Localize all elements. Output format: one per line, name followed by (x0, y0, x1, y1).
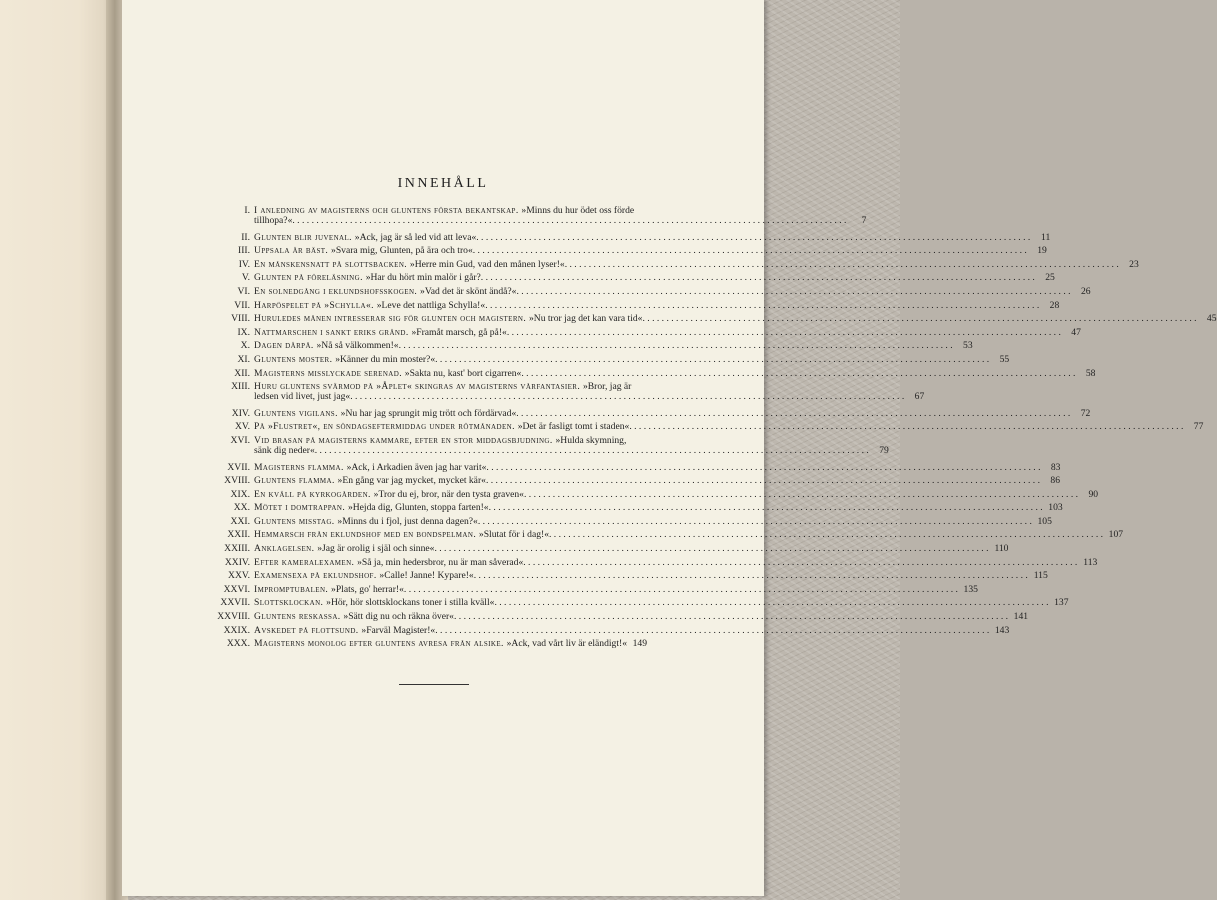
toc-number: XII. (234, 367, 250, 379)
toc-page-number: 25 (1045, 272, 1055, 284)
toc-body (254, 382, 924, 401)
dot-leader (315, 446, 869, 456)
toc-body (254, 328, 1081, 338)
toc-quote: »Nu har jag sprungit mig trött och fördärvad« (340, 407, 517, 419)
toc-heading: Hemmarsch från eklundshof med en bondspelman. (254, 529, 479, 541)
toc-entry (212, 245, 1047, 260)
dot-leader (516, 287, 1070, 297)
toc-body (254, 301, 1059, 311)
toc-quote: »Framåt marsch, gå på!« (411, 326, 507, 338)
page-title: INNEHÅLL (397, 176, 489, 191)
toc-entry (212, 597, 1069, 612)
toc-quote: »Leve det nattliga Schylla!« (376, 299, 486, 311)
dot-leader (486, 476, 1040, 486)
toc-heading: En solnedgång i eklundshofsskogen. (254, 285, 421, 297)
toc-entry (212, 299, 1060, 315)
toc-entry (212, 313, 1217, 328)
toc-heading: Magisterns monolog efter gluntens avresa från alsike. (254, 638, 507, 650)
toc-heading: I anledning av magisterns och gluntens första bekantskap. (254, 205, 522, 216)
toc-number: XV. (234, 421, 250, 433)
dot-leader (435, 355, 989, 365)
dot-leader (565, 260, 1119, 270)
toc-heading: Gluntens vigilans. (254, 407, 341, 419)
toc-page-number: 23 (1129, 258, 1139, 270)
toc-number: XIV. (231, 407, 250, 419)
dot-leader (454, 612, 1008, 622)
toc-number: XXI. (230, 515, 250, 527)
toc-number: XXIX. (223, 624, 250, 636)
toc-body (254, 612, 1028, 622)
toc-page-number: 79 (879, 444, 889, 456)
toc-entry (212, 205, 867, 233)
toc-body (254, 233, 1050, 243)
toc-quote: »Tror du ej, bror, när den tysta graven« (373, 488, 524, 500)
toc-quote: »Vad det är skönt ändå?« (420, 285, 517, 297)
toc-page-number: 107 (1108, 529, 1124, 541)
toc-heading: Harpöspelet på »Schylla«. (254, 299, 377, 311)
left-page (0, 0, 112, 900)
book-page (122, 0, 1217, 896)
toc-heading: En kväll på kyrkogården. (254, 488, 374, 500)
toc-number: V. (241, 272, 250, 284)
toc-quote: »Bror, jag är (582, 381, 632, 393)
toc-number: IX. (237, 326, 250, 338)
toc-entry (212, 624, 1010, 640)
toc-entry (212, 461, 1061, 477)
toc-heading: Dagen därpå. (254, 340, 317, 352)
toc-number: XXVIII. (217, 611, 250, 623)
toc-heading: Efter kameralexamen. (254, 556, 358, 568)
toc-page-number: 67 (914, 390, 925, 402)
toc-number: XVI. (230, 434, 250, 446)
toc-quote: »Ack, vad vårt liv är eländigt!« (506, 638, 628, 650)
toc-body (254, 503, 1063, 513)
toc-heading: På »Flustret«, en söndagseftermiddag under rötmånaden. (254, 421, 518, 433)
toc-body (254, 585, 978, 595)
toc-heading: Nattmarschen i sankt eriks gränd. (254, 326, 412, 338)
dot-leader (642, 314, 1196, 324)
toc-number: VIII. (231, 313, 250, 325)
toc-entry (212, 231, 1051, 247)
toc-page-number: 135 (963, 583, 978, 595)
toc-number: XVIII. (224, 475, 250, 487)
dot-leader (524, 490, 1078, 500)
toc-quote: »Jag är orolig i själ och sinne« (317, 543, 435, 555)
toc-number: III. (238, 245, 250, 257)
end-rule (399, 684, 469, 685)
toc-number: XXVII. (220, 597, 250, 609)
dot-leader (489, 503, 1043, 513)
toc-entry (212, 407, 1091, 423)
toc-page-number: 77 (1193, 421, 1204, 433)
toc-body (254, 639, 647, 649)
toc-body (254, 287, 1091, 297)
toc-number: XI. (237, 353, 250, 365)
toc-entry (212, 515, 1052, 531)
toc-number: XXX. (226, 638, 250, 650)
toc-page-number: 47 (1071, 326, 1081, 338)
toc-number: XVII. (227, 461, 250, 473)
toc-body (254, 490, 1098, 500)
toc-quote: »Sätt dig nu och räkna över« (343, 611, 454, 623)
table-of-contents (212, 205, 1217, 653)
toc-entry (212, 272, 1055, 287)
toc-body (254, 409, 1090, 419)
toc-number: XIX. (230, 488, 250, 500)
toc-body (254, 273, 1055, 283)
toc-entry (212, 434, 889, 463)
toc-quote: »Hör, hör slottsklockans toner i stilla kväll« (326, 597, 495, 609)
toc-quote-continued: ledsen vid livet, just jag« (254, 390, 351, 402)
toc-entry (212, 285, 1091, 301)
toc-quote-continued: tillhopa?« (254, 214, 293, 226)
toc-body (254, 517, 1052, 527)
toc-quote: »Ack, i Arkadien även jag har varit« (346, 461, 487, 473)
toc-number: VI. (237, 285, 250, 297)
toc-heading: Gluntens misstag. (254, 515, 338, 527)
toc-page-number: 58 (1085, 367, 1096, 379)
toc-page-number: 7 (861, 214, 867, 226)
toc-body (254, 598, 1068, 608)
toc-body (254, 544, 1008, 554)
dot-leader (549, 530, 1103, 540)
dot-leader (516, 409, 1070, 419)
toc-entry (212, 611, 1029, 626)
toc-body (254, 355, 1009, 365)
toc-quote: »Ack, jag är så led vid att leva« (354, 231, 477, 243)
toc-page-number: 115 (1033, 570, 1048, 582)
toc-entry (212, 529, 1124, 544)
toc-quote: »Slutat för i dag!« (478, 529, 549, 541)
toc-heading: Magisterns flamma. (254, 461, 347, 473)
toc-page-number: 72 (1080, 407, 1091, 419)
dot-leader (507, 328, 1061, 338)
toc-page-number: 19 (1037, 245, 1047, 257)
dot-leader (476, 233, 1030, 243)
toc-entry (212, 475, 1060, 490)
toc-page-number: 110 (994, 543, 1009, 555)
dot-leader (494, 598, 1048, 608)
toc-entry (212, 340, 973, 355)
toc-entry (212, 502, 1063, 517)
toc-entry (212, 421, 1204, 436)
toc-body (254, 436, 889, 455)
toc-quote: »Har du hört min malör i går? (365, 272, 481, 284)
toc-number: XXVI. (223, 583, 250, 595)
toc-number: XXII. (227, 529, 250, 541)
toc-heading: Magisterns misslyckade serenad. (254, 367, 405, 379)
toc-body (254, 341, 973, 351)
toc-page-number: 28 (1049, 299, 1060, 311)
toc-body (254, 422, 1203, 432)
toc-number: IV. (238, 258, 250, 270)
dot-leader (521, 369, 1075, 379)
toc-heading: Vid brasan på magisterns kammare, efter en stor middagsbjudning. (254, 434, 556, 446)
toc-body (254, 558, 1097, 568)
toc-body (254, 206, 866, 225)
toc-quote: »Plats, go' herrar!« (331, 583, 404, 595)
toc-page-number: 11 (1041, 231, 1051, 243)
toc-quote: »Hejda dig, Glunten, stoppa farten!« (347, 502, 489, 514)
toc-heading: Glunten blir juvenal. (254, 231, 355, 243)
toc-number: XXIII. (224, 543, 250, 555)
toc-body (254, 369, 1095, 379)
toc-quote: »Känner du min moster?« (335, 353, 436, 365)
toc-entry (212, 381, 925, 409)
dot-leader (350, 392, 904, 402)
toc-entry (212, 326, 1081, 342)
toc-page-number: 53 (963, 340, 973, 352)
toc-heading: Uppsala är bäst. (254, 245, 332, 257)
dot-leader (435, 626, 989, 636)
toc-heading: Gluntens moster. (254, 353, 336, 365)
dot-leader (399, 341, 953, 351)
toc-quote: »Minns du hur ödet oss förde (521, 205, 635, 216)
toc-page-number: 141 (1013, 611, 1029, 623)
toc-entry (212, 258, 1139, 274)
toc-quote: »Nu tror jag det kan vara tid« (528, 313, 643, 325)
toc-entry (212, 583, 978, 599)
toc-quote: »Hulda skymning, (555, 434, 627, 446)
toc-page-number: 103 (1048, 502, 1063, 514)
dot-leader (292, 216, 846, 226)
toc-entry (212, 556, 1098, 572)
toc-page-number: 137 (1054, 597, 1069, 609)
toc-quote: »Calle! Janne! Kypare!« (379, 570, 474, 582)
toc-page-number: 113 (1083, 556, 1098, 568)
toc-heading: Anklagelsen. (254, 543, 318, 555)
toc-heading: Examensexa på eklundshof. (254, 570, 380, 582)
dot-leader (478, 517, 1032, 527)
toc-body (254, 314, 1217, 324)
toc-page-number: 45 (1206, 313, 1217, 325)
toc-quote-continued: sänk dig neder« (254, 444, 315, 456)
toc-body (254, 530, 1123, 540)
toc-heading: Gluntens flamma. (254, 475, 338, 487)
dot-leader (434, 544, 988, 554)
toc-page-number: 86 (1050, 475, 1060, 487)
toc-quote: »Farväl Magister!« (361, 624, 436, 636)
toc-page-number: 143 (994, 624, 1010, 636)
toc-number: VII. (234, 299, 250, 311)
toc-heading: Huruledes månen intresserar sig för glunten och magistern. (254, 313, 529, 325)
dot-leader (474, 571, 1028, 581)
toc-page-number: 105 (1037, 515, 1052, 527)
dot-leader (481, 273, 1035, 283)
toc-entry (212, 570, 1048, 585)
toc-page-number: 149 (632, 638, 648, 650)
toc-quote: »Så ja, min hedersbror, nu är man såverad« (357, 556, 524, 568)
toc-body (254, 626, 1009, 636)
toc-number: XXV. (228, 570, 250, 582)
toc-page-number: 26 (1080, 285, 1091, 297)
toc-body (254, 246, 1047, 256)
toc-body (254, 476, 1060, 486)
dot-leader (404, 585, 958, 595)
toc-number: XIII. (231, 381, 250, 393)
dot-leader (629, 422, 1183, 432)
toc-quote: »En gång var jag mycket, mycket kär« (337, 475, 486, 487)
toc-quote: »Svara mig, Glunten, på ära och tro« (331, 245, 473, 257)
toc-heading: Mötet i domtrappan. (254, 502, 348, 514)
toc-body (254, 463, 1060, 473)
dot-leader (523, 558, 1077, 568)
toc-heading: Slottsklockan. (254, 597, 327, 609)
toc-heading: En månskensnatt på slottsbacken. (254, 258, 410, 270)
dot-leader (485, 301, 1039, 311)
toc-quote: »Nå så välkommen!« (316, 340, 399, 352)
dot-leader (473, 246, 1027, 256)
toc-quote: »Det är fasligt tomt i staden« (517, 421, 630, 433)
toc-number: XXIV. (224, 556, 250, 568)
toc-entry (212, 488, 1099, 504)
toc-heading: Impromptubalen. (254, 583, 332, 595)
toc-entry (212, 353, 1010, 369)
toc-number: II. (241, 231, 250, 243)
toc-page-number: 90 (1088, 488, 1099, 500)
toc-quote: »Sakta nu, kast' bort cigarren« (404, 367, 522, 379)
toc-number: XX. (233, 502, 250, 514)
toc-heading: Glunten på föreläsning. (254, 272, 366, 284)
toc-entry (212, 638, 648, 653)
toc-entry (212, 543, 1009, 558)
toc-quote: »Herre min Gud, vad den månen lyser!« (409, 258, 565, 270)
toc-heading: Avskedet på flottsund. (254, 624, 362, 636)
toc-number: I. (244, 205, 250, 216)
toc-page-number: 83 (1050, 461, 1061, 473)
dot-leader (486, 463, 1040, 473)
toc-heading: Gluntens reskassa. (254, 611, 344, 623)
toc-page-number: 55 (999, 353, 1010, 365)
toc-heading: Huru gluntens svärmod på »Åplet« skingras av magisterns vårfantasier. (254, 381, 583, 393)
toc-body (254, 260, 1139, 270)
toc-number: X. (240, 340, 250, 352)
toc-body (254, 571, 1048, 581)
toc-quote: »Minns du i fjol, just denna dagen?« (337, 515, 478, 527)
